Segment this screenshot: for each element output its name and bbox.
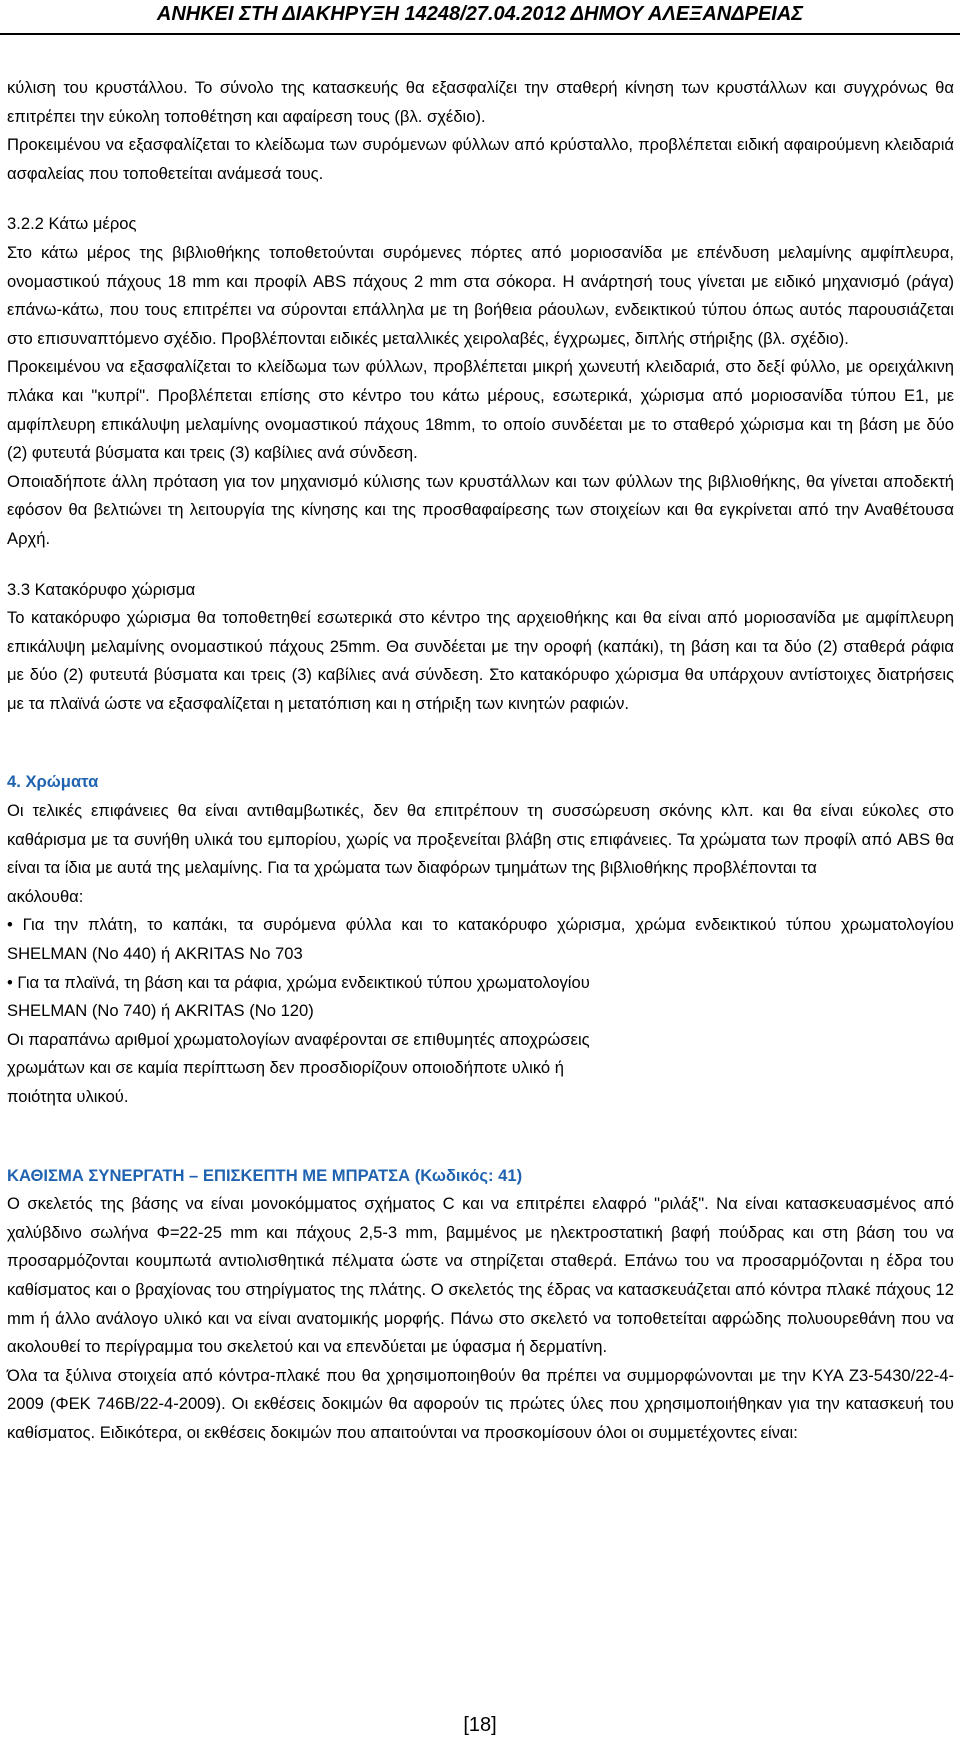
section-33-paragraph-1: Το κατακόρυφο χώρισμα θα τοποθετηθεί εσωτερικά στο κέντρο της αρχειοθήκης και θα είναι από μοριοσανίδα με αμφίπλευρη επικάλυψη μελαμίνης ονομαστικού πάχους 25mm. Θα συνδέεται με την οροφή (καπάκι), τη βάση και τα δύο (2) σταθερά ράφια με δύο (2) φυτευτά βύσματα και τρεις (3) καβίλιες ανά σύνδεση. Στο κατακόρυφο χώρισμα θα υπάρχουν αντίστοιχες διατρήσεις με τα πλαϊνά ώστε να εξασφαλίζεται η μετατόπιση και η στήριξη των κινητών ραφιών. [7, 608, 954, 713]
document-body [7, 74, 954, 1448]
header-rule [0, 33, 960, 35]
section-322-paragraph-3: Οποιαδήποτε άλλη πρόταση για τον μηχανισμό κύλισης των κρυστάλλων και των φύλλων της βιβλιοθήκης, θα γίνεται αποδεκτή εφόσον θα βελτιώνει τη λειτουργία της κίνησης και της προσθαφαίρεσης των στοιχείων και θα εγκρίνεται από την Αναθέτουσα Αρχή. [7, 471, 954, 548]
section-322-heading: 3.2.2 Κάτω μέρος [7, 214, 137, 234]
section-4-heading: 4. Χρώματα [7, 772, 99, 792]
chair-section-paragraph-2: Όλα τα ξύλινα στοιχεία από κόντρα-πλακέ που θα χρησιμοποιηθούν θα πρέπει να συμμορφώνονται με την ΚΥΑ Ζ3-5430/22-4-2009 (ΦΕΚ 746Β/22-4-2009). Οι εκθέσεις δοκιμών θα αφορούν τις πρώτες ύλες που χρησιμοποιήθηκαν για την κατασκευή του καθίσματος. Ειδικότερα, οι εκθέσεις δοκιμών που απαιτούνται να προσκομίσουν όλοι οι συμμετέχοντες είναι: [7, 1365, 954, 1442]
section-4-paragraph-1: Οι τελικές επιφάνειες θα είναι αντιθαμβωτικές, δεν θα επιτρέπουν τη συσσώρευση σκόνης κλπ. και θα είναι εύκολες στο καθάρισμα με τα συνήθη υλικά του εμπορίου, χωρίς να προξενείται βλάβη στις επιφάνειες. Τα χρώματα των προφίλ από ABS θα είναι τα ίδια με αυτά της μελαμίνης. Για τα χρώματα των διαφόρων τμημάτων της βιβλιοθήκης προβλέπονται τα [7, 801, 954, 878]
section-33-heading: 3.3 Κατακόρυφο χώρισμα [7, 579, 196, 599]
section-322-paragraph-2: Προκειμένου να εξασφαλίζεται το κλείδωμα των φύλλων, προβλέπεται μικρή χωνευτή κλειδαριά, στο δεξί φύλλο, με ορειχάλκινη πλάκα και "κυπρί". Προβλέπεται επίσης στο κέντρο του κάτω μέρους, εσωτερικά, χώρισμα από μοριοσανίδα τύπου Ε1, με αμφίπλευρη επικάλυψη μελαμίνης ονομαστικού πάχους 18mm, το οποίο συνδέεται με το σταθερό χώρισμα και τη βάση με δύο (2) φυτευτά βύσματα και τρεις (3) καβίλιες ανά σύνδεση. [7, 357, 954, 463]
page-number: [18] [463, 1714, 497, 1736]
chair-section-paragraph-1: Ο σκελετός της βάσης να είναι μονοκόμματος σχήματος C και να επιτρέπει ελαφρό "ριλάξ". Να είναι κατασκευασμένος από χαλύβδινο σωλήνα Φ=22-25 mm και πάχους 2,5-3 mm, βαμμένος με ηλεκτροστατική βαφή πούδρας και στη βάση του να προσαρμόζονται κουμπωτά αντιολισθητικά πέλματα ώστε να στηρίζεται σταθερά. Επάνω του να προσαρμόζονται η έδρα του καθίσματος και ο βραχίονας του στηρίγματος της πλάτης. Ο σκελετός της έδρας να κατασκευάζεται από κόντρα πλακέ πάχους 12 mm ή άλλο ανάλογο υλικό και να είναι ανατομικής μορφής. Πάνω στο σκελετό να τοποθετείται αφρώδης πολυουρεθάνη που να ακολουθεί το περίγραμμα του σκελετού και να επενδύεται με ύφασμα ή δερματίνη. [7, 1194, 954, 1357]
page-header: ΑΝΗΚΕΙ ΣΤΗ ΔΙΑΚΗΡΥΞΗ 14248/27.04.2012 ΔΗΜΟΥ ΑΛΕΞΑΝΔΡΕΙΑΣ [156, 3, 804, 25]
section-4-bullet-2-line-2: SHELMAN (No 740) ή AKRITAS (No 120) [7, 1001, 314, 1021]
section-4-bullet-1: • Για την πλάτη, το καπάκι, τα συρόμενα φύλλα και το κατακόρυφο χώρισμα, χρώμα ενδεικτικού τύπου χρωματολογίου SHELMAN (No 440) ή AKRITAS No 703 [7, 915, 954, 964]
section-4-bullet-2-line-1: • Για τα πλαϊνά, τη βάση και τα ράφια, χρώμα ενδεικτικού τύπου χρωματολογίου [7, 972, 590, 992]
chair-section-heading: ΚΑΘΙΣΜΑ ΣΥΝΕΡΓΑΤΗ – ΕΠΙΣΚΕΠΤΗ ΜΕ ΜΠΡΑΤΣΑ (Κωδικός: 41) [7, 1165, 523, 1185]
section-322-paragraph-1: Στο κάτω μέρος της βιβλιοθήκης τοποθετούνται συρόμενες πόρτες από μοριοσανίδα με επένδυση μελαμίνης αμφίπλευρα, ονομαστικού πάχους 18 mm και προφίλ ABS πάχους 2 mm στα σόκορα. Η ανάρτησή τους γίνεται με ειδικό μηχανισμό (ράγα) επάνω-κάτω, που τους επιτρέπει να σύρονται επάλληλα με τη βοήθεια ράουλων, ενδεικτικού τύπου όπως αυτός παρουσιάζεται στο επισυναπτόμενο σχέδιο. Προβλέπονται ειδικές μεταλλικές χειρολαβές, έγχρωμες, διπλής στήριξης (βλ. σχέδιο). [7, 242, 954, 348]
section-4-note-line-2: χρωμάτων και σε καμία περίπτωση δεν προσδιορίζουν οποιοδήποτε υλικό ή [7, 1058, 564, 1078]
intro-paragraph-1: κύλιση του κρυστάλλου. Το σύνολο της κατασκευής θα εξασφαλίζει την σταθερή κίνηση των κρυστάλλων και συγχρόνως θα επιτρέπει την εύκολη τοποθέτηση και αφαίρεση τους (βλ. σχέδιο). [7, 78, 954, 126]
intro-paragraph-2: Προκειμένου να εξασφαλίζεται το κλείδωμα των συρόμενων φύλλων από κρύσταλλο, προβλέπεται ειδική αφαιρούμενη κλειδαριά ασφαλείας που τοποθετείται ανάμεσά τους. [7, 135, 954, 183]
section-4-paragraph-2: ακόλουθα: [7, 886, 84, 906]
section-4-note-line-1: Οι παραπάνω αριθμοί χρωματολογίων αναφέρονται σε επιθυμητές αποχρώσεις [7, 1029, 590, 1049]
section-4-note-line-3: ποιότητα υλικού. [7, 1087, 129, 1106]
